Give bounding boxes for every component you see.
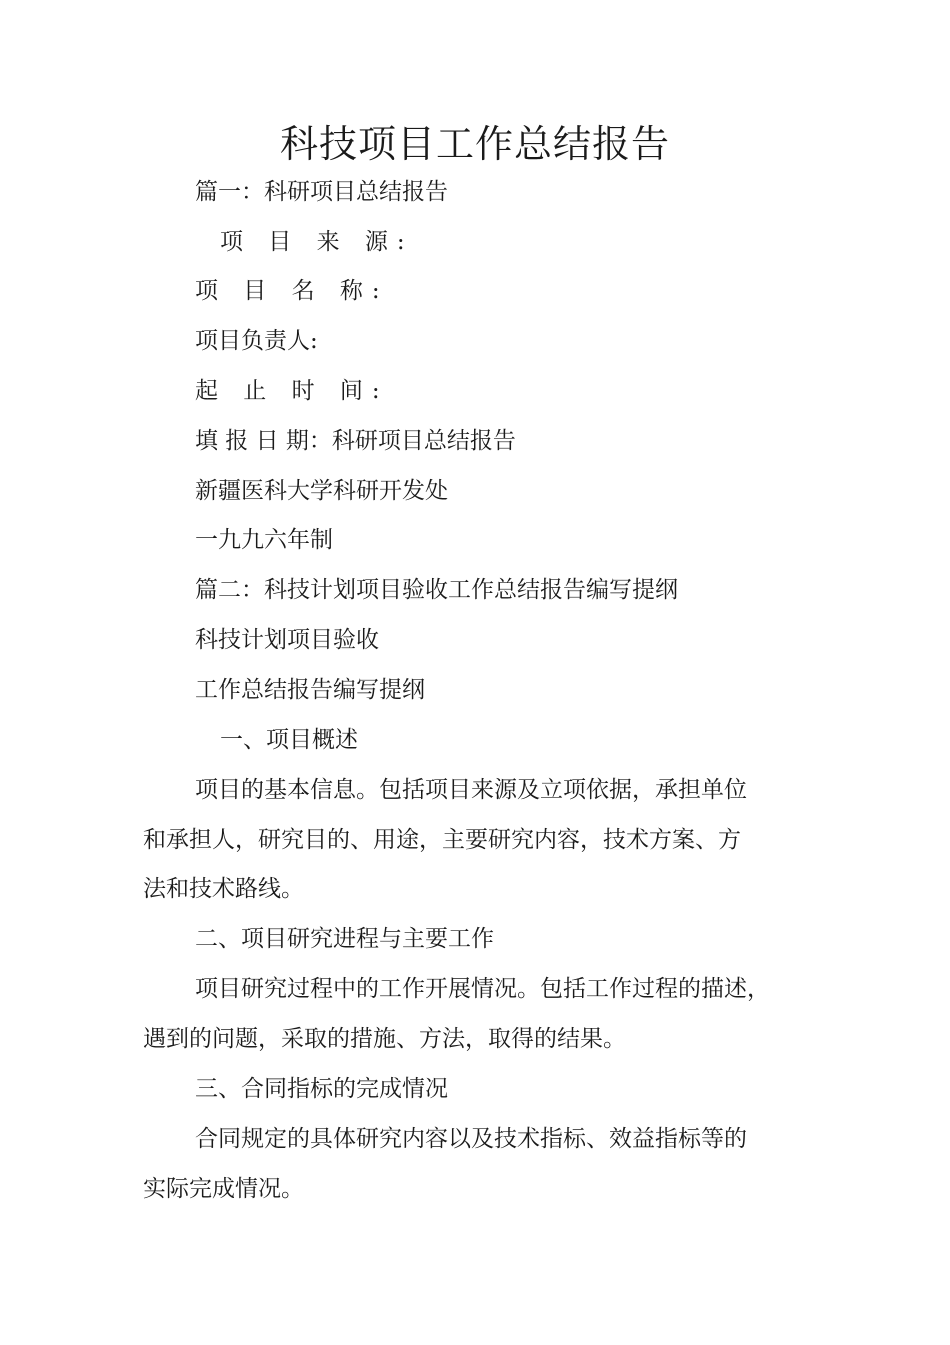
paragraph-line: 遇到的问题，采取的措施、方法，取得的结果。 bbox=[143, 1026, 626, 1052]
paragraph-line: 项目的基本信息。包括项目来源及立项依据，承担单位 bbox=[195, 777, 747, 803]
subtitle-line-1: 科技计划项目验收 bbox=[195, 627, 379, 653]
institution-name: 新疆医科大学科研开发处 bbox=[195, 478, 448, 504]
field-project-leader: 项目负责人: bbox=[195, 328, 318, 354]
section-heading-part1: 篇一：科研项目总结报告 bbox=[195, 179, 448, 205]
subtitle-line-2: 工作总结报告编写提纲 bbox=[195, 677, 425, 703]
paragraph-line: 合同规定的具体研究内容以及技术指标、效益指标等的 bbox=[195, 1126, 747, 1152]
paragraph-line: 实际完成情况。 bbox=[143, 1176, 304, 1202]
heading-research-progress: 二、项目研究进程与主要工作 bbox=[195, 926, 494, 952]
field-start-end-time: 起 止 时 间: bbox=[195, 378, 389, 404]
paragraph-line: 和承担人，研究目的、用途，主要研究内容，技术方案、方 bbox=[143, 827, 741, 853]
heading-contract-indicators: 三、合同指标的完成情况 bbox=[195, 1076, 448, 1102]
section-heading-part2: 篇二：科技计划项目验收工作总结报告编写提纲 bbox=[195, 577, 678, 603]
year-made: 一九九六年制 bbox=[195, 527, 333, 553]
field-report-date: 填 报 日 期：科研项目总结报告 bbox=[195, 428, 516, 454]
paragraph-line: 项目研究过程中的工作开展情况。包括工作过程的描述， bbox=[195, 976, 770, 1002]
field-project-source: 项 目 来 源: bbox=[220, 229, 414, 255]
field-project-name: 项 目 名 称: bbox=[195, 278, 389, 304]
heading-project-overview: 一、项目概述 bbox=[220, 727, 358, 753]
document-title: 科技项目工作总结报告 bbox=[279, 122, 670, 166]
paragraph-line: 法和技术路线。 bbox=[143, 876, 304, 902]
